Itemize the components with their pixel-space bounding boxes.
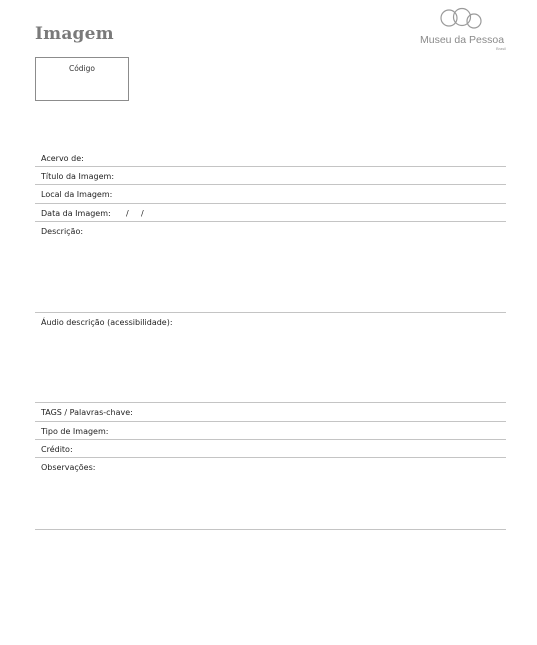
field-audio-descricao[interactable] xyxy=(35,313,506,403)
field-observacoes[interactable] xyxy=(35,458,506,530)
date-separator-2: / xyxy=(141,209,144,218)
field-titulo-label: Título da Imagem: xyxy=(41,172,115,181)
date-separator-1: / xyxy=(126,209,129,218)
field-data-label: Data da Imagem: xyxy=(41,209,111,218)
logo-name: Museu da Pessoa xyxy=(420,34,505,46)
field-credito[interactable] xyxy=(35,440,506,458)
field-tipo-label: Tipo de Imagem: xyxy=(41,427,109,436)
logo-circles-icon xyxy=(440,7,486,33)
field-local-label: Local da Imagem: xyxy=(41,190,113,199)
field-acervo-label: Acervo de: xyxy=(41,154,84,163)
field-tags-label: TAGS / Palavras-chave: xyxy=(41,408,133,417)
field-descricao[interactable] xyxy=(35,222,506,313)
field-acervo[interactable] xyxy=(35,149,506,167)
code-box[interactable] xyxy=(35,57,129,101)
field-observacoes-label: Observações: xyxy=(41,463,96,472)
field-local[interactable] xyxy=(35,185,506,204)
field-tags[interactable] xyxy=(35,403,506,422)
field-data[interactable] xyxy=(35,204,506,222)
logo-sub: Brasil xyxy=(495,46,506,51)
field-descricao-label: Descrição: xyxy=(41,227,84,236)
field-titulo[interactable] xyxy=(35,167,506,185)
page-title: Imagem xyxy=(35,24,114,44)
field-credito-label: Crédito: xyxy=(41,445,73,454)
museu-da-pessoa-logo xyxy=(418,7,510,51)
field-audio-label: Áudio descrição (acessibilidade): xyxy=(41,318,173,327)
field-tipo[interactable] xyxy=(35,422,506,440)
code-label: Código xyxy=(68,64,96,73)
